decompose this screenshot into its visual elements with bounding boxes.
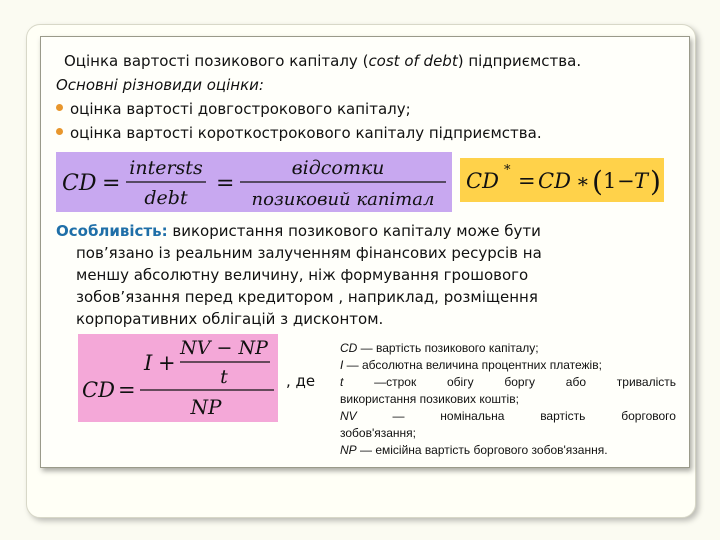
formula1-num1: intersts	[129, 157, 203, 179]
title-text-end: ) підприємства.	[457, 52, 582, 70]
bullet-dot-icon	[56, 128, 63, 135]
legend-word: —строк	[374, 375, 417, 389]
legend-text: — абсолютна величина процентних платежів;	[343, 358, 602, 372]
formula-cost-of-debt	[56, 152, 452, 212]
formula1-den2: позиковий капітал	[251, 189, 435, 210]
legend-word: або	[565, 375, 586, 389]
legend-word: обігу	[447, 375, 474, 389]
bullet-text: оцінка вартості короткострокового капіталу підприємства.	[70, 124, 542, 142]
formula-discount-bond	[78, 334, 278, 422]
bullet-item-short-term	[56, 124, 542, 142]
legend-row-nv-cont: зобов'язання;	[340, 426, 417, 440]
legend-symbol: t	[340, 375, 344, 389]
legend-text: — емісійна вартість боргового зобов'язання.	[356, 443, 608, 457]
formula2-lparen: (	[592, 165, 603, 198]
legend-symbol: CD	[340, 341, 358, 355]
legend-symbol: NP	[340, 443, 357, 457]
feature-line: корпоративних облігацій з дисконтом.	[76, 310, 384, 328]
bullet-dot-icon	[56, 104, 63, 111]
feature-lead: Особливість:	[56, 222, 168, 240]
legend-row-np	[340, 442, 676, 459]
formula2-rparen: )	[650, 165, 661, 198]
bullet-item-long-term	[56, 100, 411, 118]
formula2-mult: ∗	[576, 169, 590, 193]
subtitle: Основні різновиди оцінки:	[56, 76, 264, 94]
legend-row-cd	[340, 340, 676, 357]
legend-word: вартість	[540, 409, 586, 423]
feature-line: зобов’язання перед кредитором , наприклад, розміщення	[76, 288, 538, 306]
slide-title	[64, 52, 581, 70]
bullet-text: оцінка вартості довгострокового капіталу;	[70, 100, 411, 118]
where-label: , де	[286, 372, 316, 390]
legend-word: тривалість	[616, 375, 676, 389]
formula-after-tax	[460, 158, 664, 202]
formula1-num2: відсотки	[291, 157, 385, 179]
formula2-lhs: CD	[466, 169, 499, 193]
feature-line: пов’язано із реальним залученням фінансових ресурсів на	[76, 244, 542, 262]
formula1-den1: debt	[144, 187, 188, 209]
legend-word: —	[392, 409, 405, 423]
legend-row-t	[340, 374, 676, 391]
formula3-eq: =	[118, 378, 136, 402]
legend-symbol: I	[340, 358, 344, 372]
formula2-rhs: CD	[538, 169, 571, 193]
legend-word: боргу	[504, 375, 535, 389]
formula3-den: NP	[190, 395, 222, 419]
formula2-one: 1	[603, 169, 617, 193]
formula1-eq1: =	[102, 171, 121, 196]
title-text-start: Оцінка вартості позикового капіталу (	[64, 52, 369, 70]
legend-row-i	[340, 357, 676, 374]
variables-legend	[340, 340, 676, 459]
formula3-top: NV − NP	[180, 337, 268, 359]
feature-paragraph	[56, 220, 656, 330]
formula3-plus: +	[158, 351, 176, 375]
formula3-lhs: CD	[82, 378, 115, 402]
formula2-star: *	[504, 163, 511, 178]
title-italic-term: cost of debt	[368, 52, 458, 70]
legend-row-nv	[340, 408, 676, 425]
formula2-minus: −	[617, 169, 635, 193]
formula3-I: I	[144, 351, 153, 375]
formula1-eq2: =	[216, 171, 235, 196]
feature-line: меншу абсолютну величину, ніж формування грошового	[76, 266, 529, 284]
legend-word: боргового	[621, 409, 676, 423]
formula3-t: t	[220, 366, 228, 388]
formula1-lhs: CD	[62, 171, 97, 196]
legend-word: номінальна	[440, 409, 505, 423]
legend-symbol: NV	[340, 409, 357, 423]
formula2-eq: =	[518, 169, 536, 193]
feature-line: використання позикового капіталу може бути	[167, 222, 541, 240]
formula2-T: T	[634, 169, 649, 193]
legend-text: — вартість позикового капіталу;	[357, 341, 539, 355]
legend-row-t-cont: використання позикових коштів;	[340, 392, 519, 406]
